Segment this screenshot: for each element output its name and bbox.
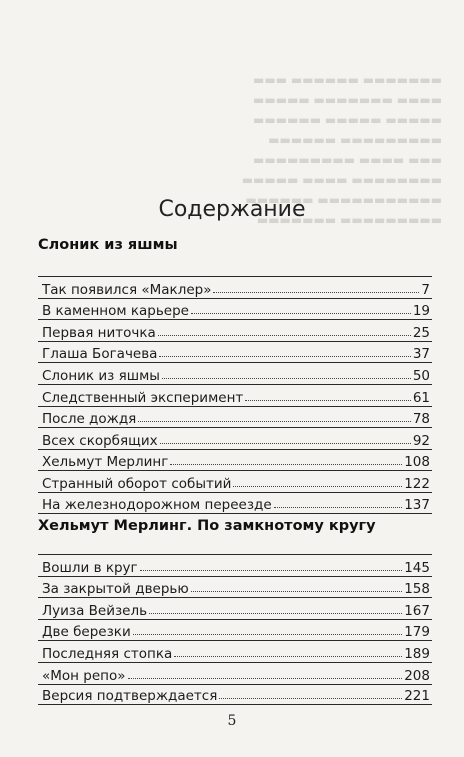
- toc-entry-label: На железнодорожном переезде: [42, 496, 272, 513]
- toc-entry-page: 78: [412, 411, 430, 428]
- toc-entry-page: 137: [404, 496, 430, 513]
- dot-leader: [160, 443, 411, 444]
- dot-leader: [219, 698, 402, 699]
- page-title: Содержание: [158, 197, 306, 222]
- dot-leader: [138, 421, 411, 422]
- toc-entry-page: 208: [404, 667, 430, 684]
- toc-entry-page: 50: [412, 367, 430, 384]
- toc-entry-label: Последняя стопка: [42, 645, 173, 662]
- toc-entry-label: Первая ниточка: [42, 324, 156, 341]
- toc-entry[interactable]: [38, 276, 432, 298]
- toc-entry[interactable]: [38, 576, 432, 598]
- toc-entry-label: Так появился «Маклер»: [42, 281, 212, 298]
- toc-entry[interactable]: [38, 362, 432, 384]
- toc-entry-label: В каменном карьере: [42, 303, 189, 320]
- toc-entry-label: Странный оборот событий: [42, 475, 232, 492]
- toc-entry-page: 19: [412, 303, 430, 320]
- dot-leader: [213, 292, 419, 293]
- section-heading-1: Слоник из яшмы: [38, 237, 178, 253]
- toc-entry-label: Две березки: [42, 624, 131, 641]
- toc-entry-page: 167: [404, 602, 430, 619]
- section-heading-2: Хельмут Мерлинг. По замкнотому кругу: [38, 518, 376, 534]
- toc-entry-label: Глаша Богачева: [42, 346, 158, 363]
- toc-entry[interactable]: [38, 640, 432, 662]
- dot-leader: [133, 634, 403, 635]
- dot-leader: [191, 313, 411, 314]
- toc-entry-page: 122: [404, 475, 430, 492]
- page-number: 5: [227, 713, 237, 729]
- dot-leader: [158, 335, 411, 336]
- toc-entry-label: Хельмут Мерлинг: [42, 454, 169, 471]
- toc-entry-label: Слоник из яшмы: [42, 367, 160, 384]
- toc-entry[interactable]: [38, 492, 432, 514]
- dot-leader: [245, 400, 411, 401]
- dot-leader: [149, 613, 402, 614]
- toc-entry[interactable]: [38, 684, 432, 706]
- show-through-text: ▬▬▬▬▬▬▬ ▬▬▬▬▬▬ ▬▬▬ ▬▬▬▬ ▬▬▬▬▬▬▬ ▬▬▬▬▬ ▬▬▬▬▬ ▬▬▬▬▬ ▬▬▬▬▬▬ ▬▬▬▬▬▬▬▬▬ ▬▬▬▬▬▬ ▬▬▬ ▬▬▬▬ ▬▬▬▬▬▬▬▬▬ ▬▬▬▬▬▬▬▬ ▬▬▬▬ ▬▬▬▬▬ ▬▬▬▬▬▬▬▬▬▬▬ ▬▬▬▬▬▬ ▬▬▬▬▬▬▬▬▬ ▬▬▬▬▬▬▬: [241, 73, 442, 227]
- toc-entry-label: Всех скорбящих: [42, 432, 158, 449]
- toc-entry[interactable]: [38, 427, 432, 449]
- toc-entry-page: 7: [421, 281, 430, 298]
- toc-entry-page: 221: [404, 688, 430, 705]
- toc-entry[interactable]: [38, 298, 432, 320]
- toc-entry[interactable]: [38, 406, 432, 428]
- toc-entry[interactable]: [38, 341, 432, 363]
- toc-entry[interactable]: [38, 662, 432, 684]
- toc-entry-page: 61: [412, 389, 430, 406]
- toc-entry[interactable]: [38, 470, 432, 492]
- toc-list-1: [38, 276, 432, 514]
- toc-entry[interactable]: [38, 384, 432, 406]
- dot-leader: [128, 678, 403, 679]
- dot-leader: [162, 378, 411, 379]
- toc-entry[interactable]: [38, 554, 432, 576]
- toc-entry-page: 92: [412, 432, 430, 449]
- dot-leader: [174, 656, 402, 657]
- toc-list-2: [38, 554, 432, 705]
- dot-leader: [159, 356, 410, 357]
- dot-leader: [233, 486, 402, 487]
- toc-entry-label: «Мон репо»: [42, 667, 126, 684]
- toc-entry-page: 145: [404, 559, 430, 576]
- dot-leader: [170, 464, 402, 465]
- toc-entry[interactable]: [38, 449, 432, 471]
- dot-leader: [140, 570, 403, 571]
- toc-entry-label: Версия подтверждается: [42, 688, 218, 705]
- dot-leader: [274, 507, 403, 508]
- toc-entry-page: 37: [412, 346, 430, 363]
- toc-entry-label: Луиза Вейзель: [42, 602, 148, 619]
- toc-entry-page: 108: [404, 454, 430, 471]
- toc-entry[interactable]: [38, 319, 432, 341]
- toc-entry-page: 158: [404, 581, 430, 598]
- toc-entry[interactable]: [38, 619, 432, 641]
- toc-entry-label: Следственный эксперимент: [42, 389, 244, 406]
- toc-entry-page: 25: [412, 324, 430, 341]
- dot-leader: [191, 591, 402, 592]
- toc-entry-label: За закрытой дверью: [42, 581, 189, 598]
- toc-entry-label: После дождя: [42, 411, 137, 428]
- toc-entry-page: 189: [404, 645, 430, 662]
- toc-entry[interactable]: [38, 597, 432, 619]
- toc-entry-label: Вошли в круг: [42, 559, 138, 576]
- toc-entry-page: 179: [404, 624, 430, 641]
